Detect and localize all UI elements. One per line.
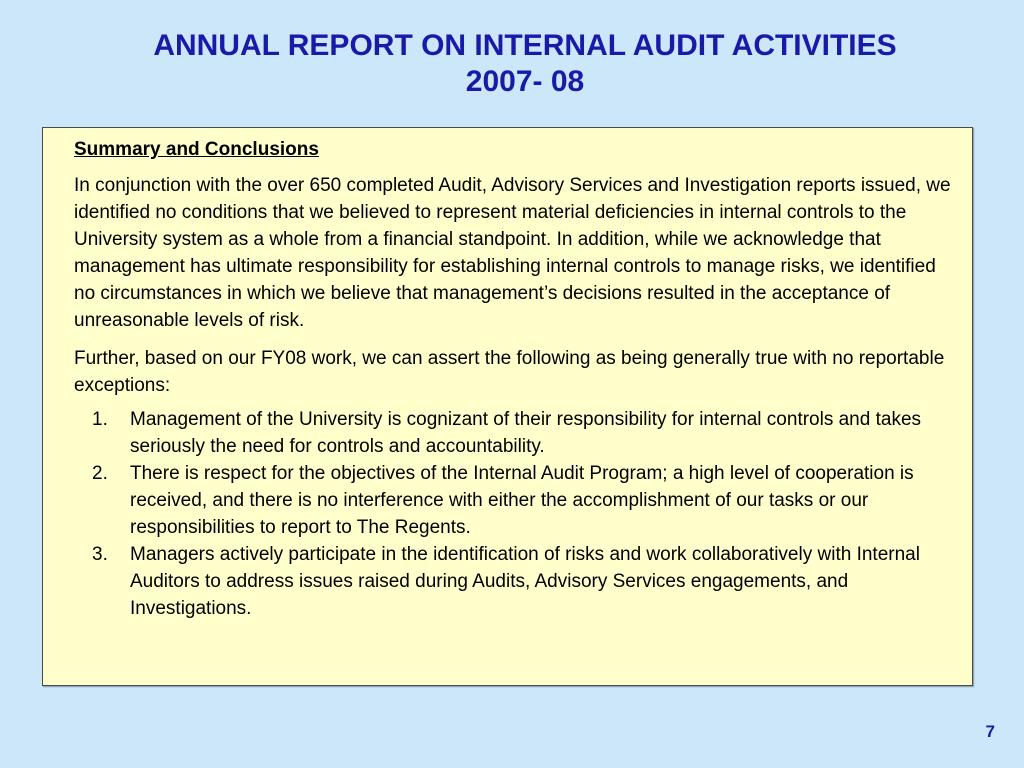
section-heading: Summary and Conclusions xyxy=(74,139,319,160)
assertions-intro-paragraph: Further, based on our FY08 work, we can assert the following as being generally true with no reportable exceptions: xyxy=(74,348,945,396)
list-item-number: 2. xyxy=(92,463,108,484)
list-item-text: Managers actively participate in the identification of risks and work collaboratively with Internal Auditors to address issues raised during Audits, Advisory Services engagements, and Investigations. xyxy=(130,544,920,619)
page-number: 7 xyxy=(985,722,995,741)
list-item-number: 3. xyxy=(92,544,108,565)
slide-title-line-2: 2007- 08 xyxy=(465,65,585,98)
summary-paragraph: In conjunction with the over 650 completed Audit, Advisory Services and Investigation reports issued, we identified no conditions that we believed to represent material deficiencies in internal controls to the University system as a whole from a financial standpoint. In addition, while we acknowledge that management has ultimate responsibility for establishing internal controls to manage risks, we identified no circumstances in which we believe that management’s decisions resulted in the acceptance of unreasonable levels of risk. xyxy=(74,175,951,331)
list-item-text: There is respect for the objectives of the Internal Audit Program; a high level of cooperation is received, and there is no interference with either the accomplishment of our tasks or our responsibilities to report to The Regents. xyxy=(130,463,914,538)
list-item xyxy=(74,541,954,622)
assertions-list xyxy=(74,406,954,622)
slide-title xyxy=(0,28,1024,100)
list-item xyxy=(74,406,954,460)
list-item-number: 1. xyxy=(92,409,108,430)
list-item xyxy=(74,460,954,541)
slide-title-line-1: ANNUAL REPORT ON INTERNAL AUDIT ACTIVITIES xyxy=(153,29,897,62)
summary-content-box xyxy=(42,127,973,686)
summary-text-area xyxy=(74,136,954,622)
list-item-text: Management of the University is cognizant of their responsibility for internal controls and takes seriously the need for controls and accountability. xyxy=(130,409,922,457)
